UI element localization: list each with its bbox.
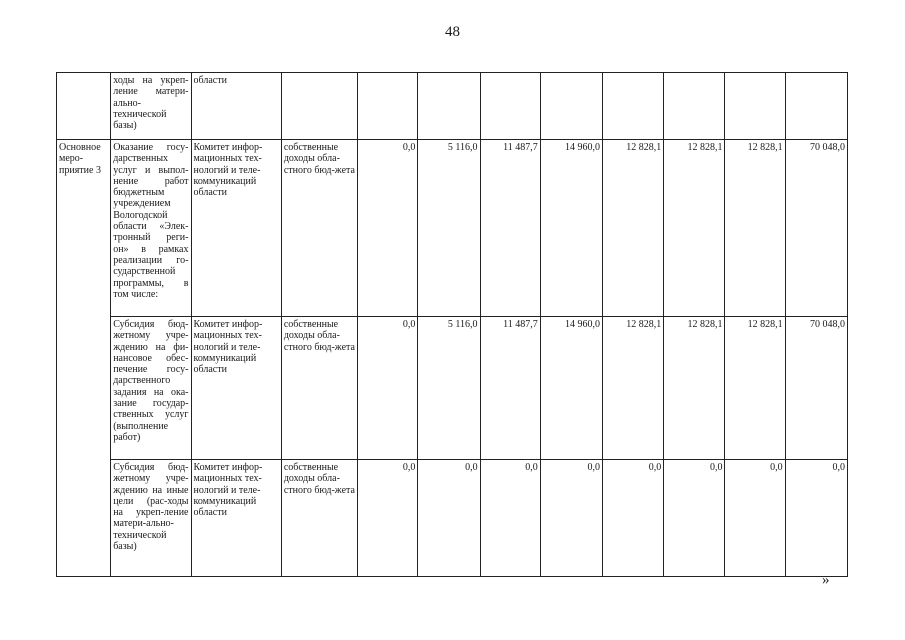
table-cell-value: 5 116,0 bbox=[418, 317, 480, 460]
table-cell-value: 0,0 bbox=[358, 460, 418, 577]
table-cell-executor: области bbox=[191, 73, 281, 140]
table-cell-value: 5 116,0 bbox=[418, 140, 480, 317]
table-cell-description: ходы на укреп-ление матери-ально-технической базы) bbox=[111, 73, 191, 140]
table-row bbox=[57, 73, 848, 140]
table-cell-value: 12 828,1 bbox=[664, 317, 725, 460]
table-cell-value: 0,0 bbox=[480, 460, 540, 577]
table-cell-activity bbox=[57, 73, 111, 140]
table-cell-value: 12 828,1 bbox=[725, 140, 785, 317]
table-cell-value: 70 048,0 bbox=[785, 140, 847, 317]
table-cell-value: 0,0 bbox=[358, 140, 418, 317]
table-cell-value: 14 960,0 bbox=[540, 140, 602, 317]
table-row bbox=[57, 140, 848, 317]
table-cell-source: собственные доходы обла-стного бюд-жета bbox=[281, 460, 357, 577]
table-cell-value: 11 487,7 bbox=[480, 317, 540, 460]
table-cell-source: собственные доходы обла-стного бюд-жета bbox=[281, 317, 357, 460]
table-cell-value: 0,0 bbox=[664, 460, 725, 577]
table-cell-value: 12 828,1 bbox=[603, 140, 664, 317]
table-cell-description: Субсидия бюд-жетному учре-ждению на фи-нансовое обес-печение госу-дарственного задания на ока-зание государ-ственных услуг (выполнение работ) bbox=[111, 317, 191, 460]
table-cell-value: 0,0 bbox=[540, 460, 602, 577]
table-cell-value: 12 828,1 bbox=[664, 140, 725, 317]
table-cell-value bbox=[540, 73, 602, 140]
table-cell-value: 12 828,1 bbox=[725, 317, 785, 460]
table-cell-value: 0,0 bbox=[418, 460, 480, 577]
page-number: 48 bbox=[445, 24, 460, 40]
closing-quote-mark: » bbox=[822, 572, 830, 588]
table-cell-value bbox=[358, 73, 418, 140]
table-cell-value bbox=[785, 73, 847, 140]
table-row bbox=[57, 460, 848, 577]
table-cell-value bbox=[664, 73, 725, 140]
table-cell-source bbox=[281, 73, 357, 140]
table-cell-activity: Основное меро-приятие 3 bbox=[57, 140, 111, 577]
table-cell-value: 0,0 bbox=[603, 460, 664, 577]
table-cell-value: 0,0 bbox=[785, 460, 847, 577]
table-cell-executor: Комитет инфор-мационных тех-нологий и теле-коммуникаций области bbox=[191, 460, 281, 577]
table-cell-value: 0,0 bbox=[725, 460, 785, 577]
table-cell-value: 11 487,7 bbox=[480, 140, 540, 317]
budget-table bbox=[56, 72, 848, 577]
table-cell-executor: Комитет инфор-мационных тех-нологий и теле-коммуникаций области bbox=[191, 140, 281, 317]
table-cell-source: собственные доходы обла-стного бюд-жета bbox=[281, 140, 357, 317]
table-cell-value bbox=[603, 73, 664, 140]
table-cell-value: 0,0 bbox=[358, 317, 418, 460]
table-cell-value: 70 048,0 bbox=[785, 317, 847, 460]
table-cell-value bbox=[480, 73, 540, 140]
table-cell-value: 14 960,0 bbox=[540, 317, 602, 460]
table-cell-description: Субсидия бюд-жетному учре-ждению на иные цели (рас-ходы на укреп-ление матери-ально-технической базы) bbox=[111, 460, 191, 577]
table-cell-value: 12 828,1 bbox=[603, 317, 664, 460]
table-cell-executor: Комитет инфор-мационных тех-нологий и теле-коммуникаций области bbox=[191, 317, 281, 460]
table-row bbox=[57, 317, 848, 460]
table-cell-value bbox=[725, 73, 785, 140]
table-cell-value bbox=[418, 73, 480, 140]
table-cell-description: Оказание госу-дарственных услуг и выпол-нение работ бюджетным учреждением Вологодской области «Элек-тронный реги-он» в рамках реализации го-сударственной программы, в том числе: bbox=[111, 140, 191, 317]
